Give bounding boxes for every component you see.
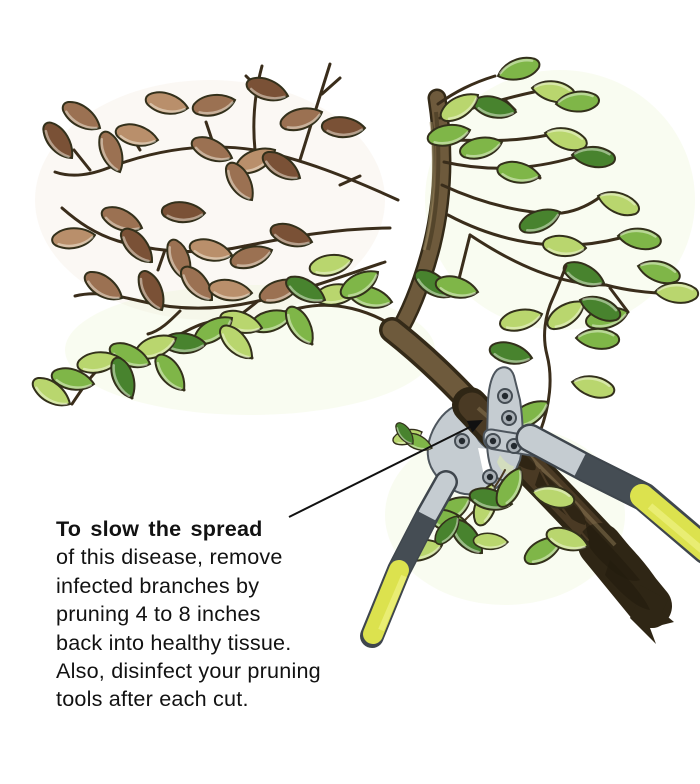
caption <box>56 515 321 714</box>
caption-line: infected branches by <box>56 572 260 598</box>
caption-line: of this disease, remove <box>56 544 283 570</box>
caption-line: tools after each cut. <box>56 686 249 712</box>
caption-line: back into healthy tissue. <box>56 629 292 655</box>
caption-line: pruning 4 to 8 inches <box>56 601 261 627</box>
caption-line: Also, disinfect your pruning <box>56 658 321 684</box>
caption-lead: To slow the spread <box>56 516 263 541</box>
